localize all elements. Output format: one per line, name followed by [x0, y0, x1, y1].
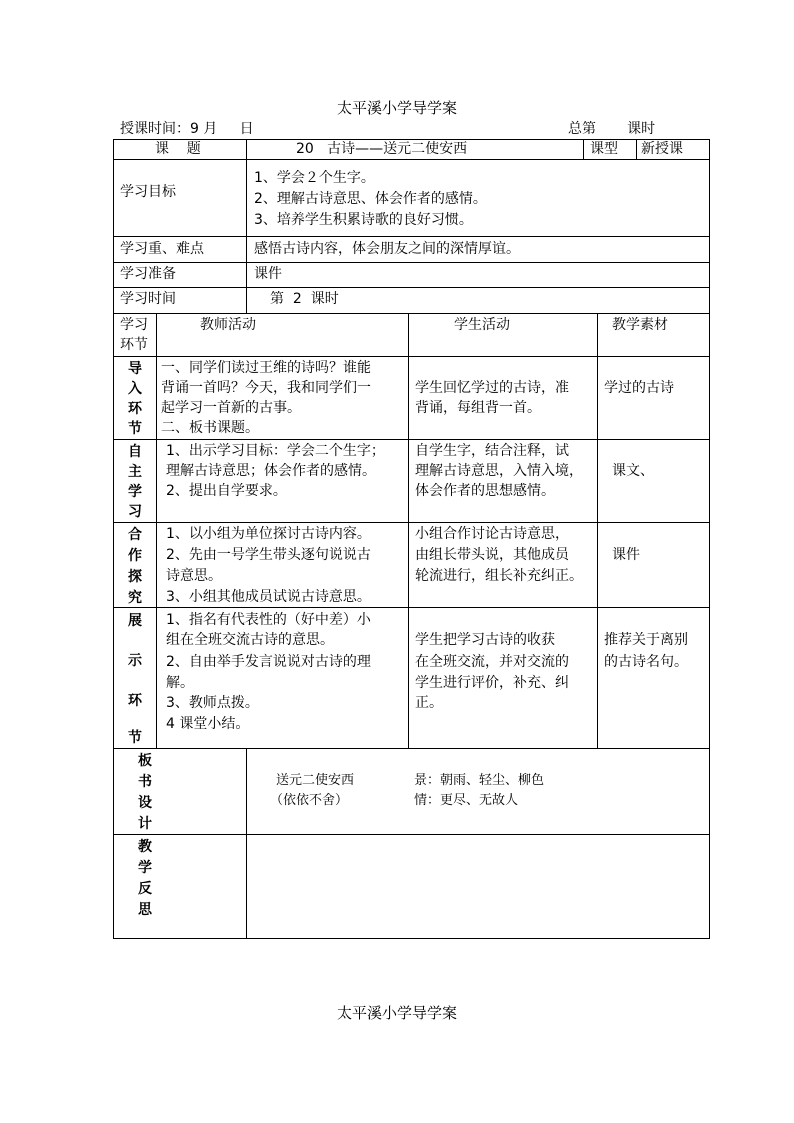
- key-label: 学习重、难点: [120, 241, 204, 257]
- row-divider: [113, 522, 710, 523]
- row-divider: [113, 439, 710, 440]
- goals-label: 学习目标: [120, 184, 176, 200]
- section-2-char: 学: [128, 484, 142, 500]
- section-4-student: 学生把学习古诗的收获: [415, 632, 555, 648]
- topic-label: 课 题: [155, 141, 201, 157]
- section-1-student: 学生回忆学过的古诗，准: [415, 380, 569, 396]
- section-3-student: 小组合作讨论古诗意思，: [415, 526, 569, 542]
- prep-value: 课件: [254, 266, 282, 282]
- board-label-char: 书: [138, 774, 152, 790]
- section-3-teacher: 2、先由一号学生带头逐句说说古: [166, 547, 371, 563]
- section-1-char: 环: [128, 401, 142, 417]
- col-divider: [246, 139, 247, 313]
- col-divider: [597, 313, 598, 748]
- section-4-material: 的古诗名句。: [604, 654, 688, 670]
- section-1-char: 入: [128, 381, 142, 397]
- section-2-material: 课文、: [612, 463, 654, 479]
- col-divider: [636, 139, 637, 159]
- col-divider: [156, 313, 157, 748]
- section-1-material: 学过的古诗: [604, 380, 674, 396]
- section-2-teacher: 1、出示学习目标：学会二个生字；: [166, 443, 385, 459]
- section-3-char: 探: [128, 569, 142, 585]
- board-label-char: 设: [138, 795, 152, 811]
- row-divider: [113, 748, 710, 749]
- section-3-material: 课件: [612, 547, 640, 563]
- board-emotion: 情：更尽、无故人: [414, 793, 519, 808]
- topic-value: 20 古诗——送元二使安西: [296, 141, 468, 157]
- section-4-teacher: 3、教师点拨。: [166, 695, 259, 711]
- row-divider: [113, 159, 710, 160]
- col-teacher: 教师活动: [200, 317, 256, 333]
- col-segment-2: 环节: [120, 337, 148, 353]
- section-4-teacher: 1、指名有代表性的（好中差）小: [166, 612, 371, 628]
- board-poem-feeling: （依依不舍）: [270, 793, 349, 808]
- type-value: 新授课: [641, 141, 683, 157]
- board-label-char: 板: [138, 753, 152, 769]
- reflection-label-char: 学: [138, 860, 152, 876]
- row-divider: [113, 287, 710, 288]
- section-4-teacher: 解。: [166, 675, 194, 691]
- col-material: 教学素材: [612, 317, 668, 333]
- page-title: 太平溪小学导学案: [336, 99, 457, 117]
- key-value: 感悟古诗内容，体会朋友之间的深情厚谊。: [254, 241, 520, 257]
- reflection-label-char: 反: [138, 881, 152, 897]
- section-3-char: 合: [128, 527, 142, 543]
- total-lesson-label: 总第 课时: [568, 121, 656, 137]
- section-4-student: 学生进行评价，补充、纠: [415, 675, 569, 691]
- prep-label: 学习准备: [120, 266, 176, 282]
- row-divider: [113, 607, 710, 608]
- row-divider: [113, 262, 710, 263]
- footer-title: 太平溪小学导学案: [336, 1004, 457, 1022]
- section-3-student: 轮流进行，组长补充纠正。: [415, 568, 583, 584]
- section-2-char: 习: [128, 504, 142, 520]
- section-4-char: 展: [128, 613, 142, 629]
- section-1-char: 节: [128, 421, 142, 437]
- section-3-teacher: 1、以小组为单位探讨古诗内容。: [166, 526, 371, 542]
- section-3-char: 究: [128, 590, 142, 606]
- goal-item: 1、学会２个生字。: [254, 170, 375, 186]
- section-1-teacher: 背诵一首吗？今天，我和同学们一: [161, 380, 371, 396]
- section-4-student: 正。: [415, 695, 443, 711]
- row-divider: [113, 313, 710, 314]
- col-divider: [246, 748, 247, 939]
- section-4-teacher: 组在全班交流古诗的意思。: [166, 632, 334, 648]
- time-label: 学习时间: [120, 291, 176, 307]
- date-label: 授课时间：9 月 日: [120, 121, 254, 137]
- section-3-teacher: 诗意思。: [166, 568, 222, 584]
- goal-item: 3、培养学生积累诗歌的良好习惯。: [254, 212, 473, 228]
- col-segment-1: 学习: [120, 317, 148, 333]
- section-2-char: 自: [128, 444, 142, 460]
- section-1-teacher: 一、同学们读过王维的诗吗？谁能: [161, 360, 371, 376]
- meta-line: [120, 118, 710, 138]
- board-scene: 景：朝雨、轻尘、柳色: [414, 773, 545, 788]
- col-student: 学生活动: [454, 317, 510, 333]
- section-4-char: 节: [128, 730, 142, 746]
- section-4-char: 环: [128, 693, 142, 709]
- section-4-teacher: 4 课堂小结。: [166, 716, 250, 732]
- section-2-teacher: 2、提出自学要求。: [166, 483, 287, 499]
- section-2-char: 主: [128, 464, 142, 480]
- section-2-student: 体会作者的思想感情。: [415, 483, 555, 499]
- reflection-label-char: 教: [138, 839, 152, 855]
- col-divider: [408, 313, 409, 748]
- section-1-student: 背诵，每组背一首。: [415, 400, 541, 416]
- section-4-material: 推荐关于离别: [604, 632, 688, 648]
- section-1-teacher: 起学习一首新的古事。: [161, 400, 301, 416]
- section-1-char: 导: [128, 361, 142, 377]
- section-3-char: 作: [128, 548, 142, 564]
- col-divider: [583, 139, 584, 159]
- section-4-char: 示: [128, 653, 142, 669]
- row-divider: [113, 834, 710, 835]
- section-3-student: 由组长带头说，其他成员: [415, 547, 569, 563]
- type-label: 课型: [590, 141, 618, 157]
- board-label-char: 计: [138, 816, 152, 832]
- row-divider: [113, 236, 710, 237]
- section-2-teacher: 理解古诗意思；体会作者的感情。: [166, 463, 376, 479]
- time-value: 第 2 课时: [270, 291, 339, 307]
- section-3-teacher: 3、小组其他成员试说古诗意思。: [166, 589, 371, 605]
- row-divider: [113, 356, 710, 357]
- section-1-teacher: 二、板书课题。: [161, 420, 259, 436]
- section-4-teacher: 2、自由举手发言说说对古诗的理: [166, 654, 371, 670]
- section-2-student: 自学生字，结合注释，试: [415, 443, 569, 459]
- section-2-student: 理解古诗意思，入情入境，: [415, 463, 583, 479]
- goal-item: 2、理解古诗意思、体会作者的感情。: [254, 191, 487, 207]
- board-poem-title: 送元二使安西: [276, 773, 355, 788]
- reflection-label-char: 思: [138, 902, 152, 918]
- section-4-student: 在全班交流，并对交流的: [415, 654, 569, 670]
